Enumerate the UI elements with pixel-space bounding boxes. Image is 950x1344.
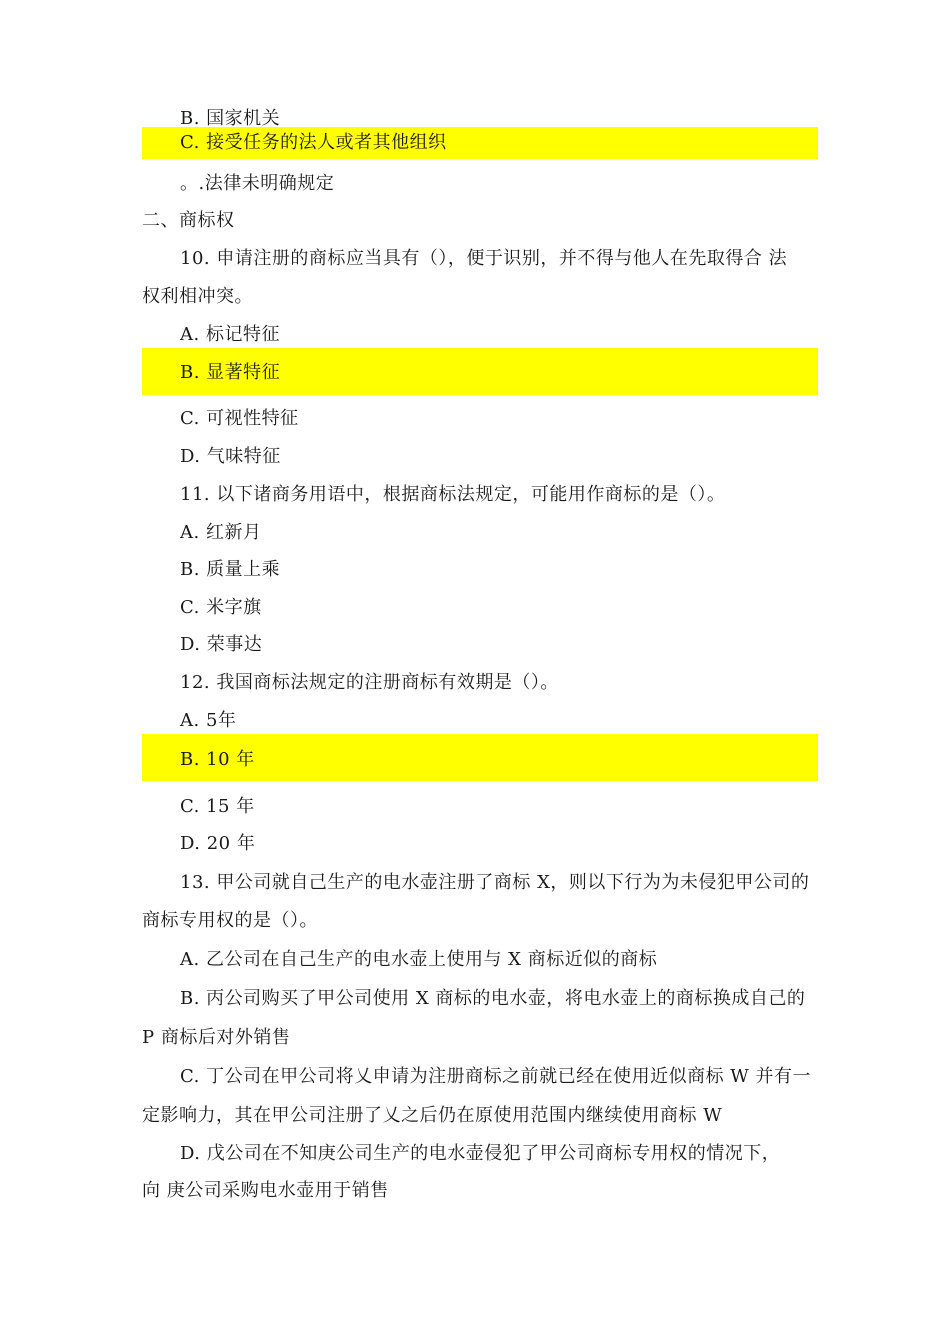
option-b-q9: B. 国家机关 — [180, 108, 281, 129]
option-c-q11: C. 米字旗 — [180, 597, 262, 618]
option-c-q13-line-1: C. 丁公司在甲公司将乂申请为注册商标之前就已经在使用近似商标 W 并有一 — [180, 1066, 812, 1087]
option-b-q13-line-1: B. 丙公司购买了甲公司使用 X 商标的电水壶，将电水壶上的商标换成自己的 — [180, 988, 806, 1009]
option-d-q10: D. 气味特征 — [180, 446, 281, 467]
option-b-q13-line-2: P 商标后对外销售 — [142, 1027, 291, 1048]
question-13-line-2: 商标专用权的是（）。 — [142, 910, 318, 931]
option-d-q11: D. 荣事达 — [180, 634, 263, 655]
option-d-q13-line-2: 向 庚公司采购电水壶用于销售 — [142, 1180, 389, 1201]
question-10-line-1: 10. 申请注册的商标应当具有（），便于识别，并不得与他人在先取得合 法 — [180, 248, 788, 269]
option-c-q9: C. 接受任务的法人或者其他组织 — [180, 132, 447, 153]
option-a-q12: A. 5年 — [180, 710, 237, 731]
option-c-q12: C. 15 年 — [180, 796, 255, 817]
option-a-q10: A. 标记特征 — [180, 324, 280, 345]
question-11: 11. 以下诸商务用语中，根据商标法规定，可能用作商标的是（）。 — [180, 484, 726, 505]
option-a-q13: A. 乙公司在自己生产的电水壶上使用与 X 商标近似的商标 — [180, 949, 658, 970]
option-a-q11: A. 红新月 — [180, 522, 262, 543]
option-d-q13-line-1: D. 戊公司在不知庚公司生产的电水壶侵犯了甲公司商标专用权的情况下， — [180, 1143, 781, 1164]
section-heading: 二、商标权 — [142, 210, 235, 231]
option-b-q10: B. 显著特征 — [180, 362, 281, 383]
option-b-q11: B. 质量上乘 — [180, 559, 281, 580]
option-d-q9: 。.法律未明确规定 — [180, 173, 335, 194]
question-10-line-2: 权利相冲突。 — [142, 286, 253, 307]
option-c-q13-line-2: 定影响力，其在甲公司注册了乂之后仍在原使用范围内继续使用商标 W — [142, 1105, 723, 1126]
option-b-q12: B. 10 年 — [180, 749, 255, 770]
question-12: 12. 我国商标法规定的注册商标有效期是（）。 — [180, 672, 559, 693]
option-c-q10: C. 可视性特征 — [180, 408, 299, 429]
question-13-line-1: 13. 甲公司就自己生产的电水壶注册了商标 X，则以下行为为未侵犯甲公司的 — [180, 872, 810, 893]
option-d-q12: D. 20 年 — [180, 833, 256, 854]
